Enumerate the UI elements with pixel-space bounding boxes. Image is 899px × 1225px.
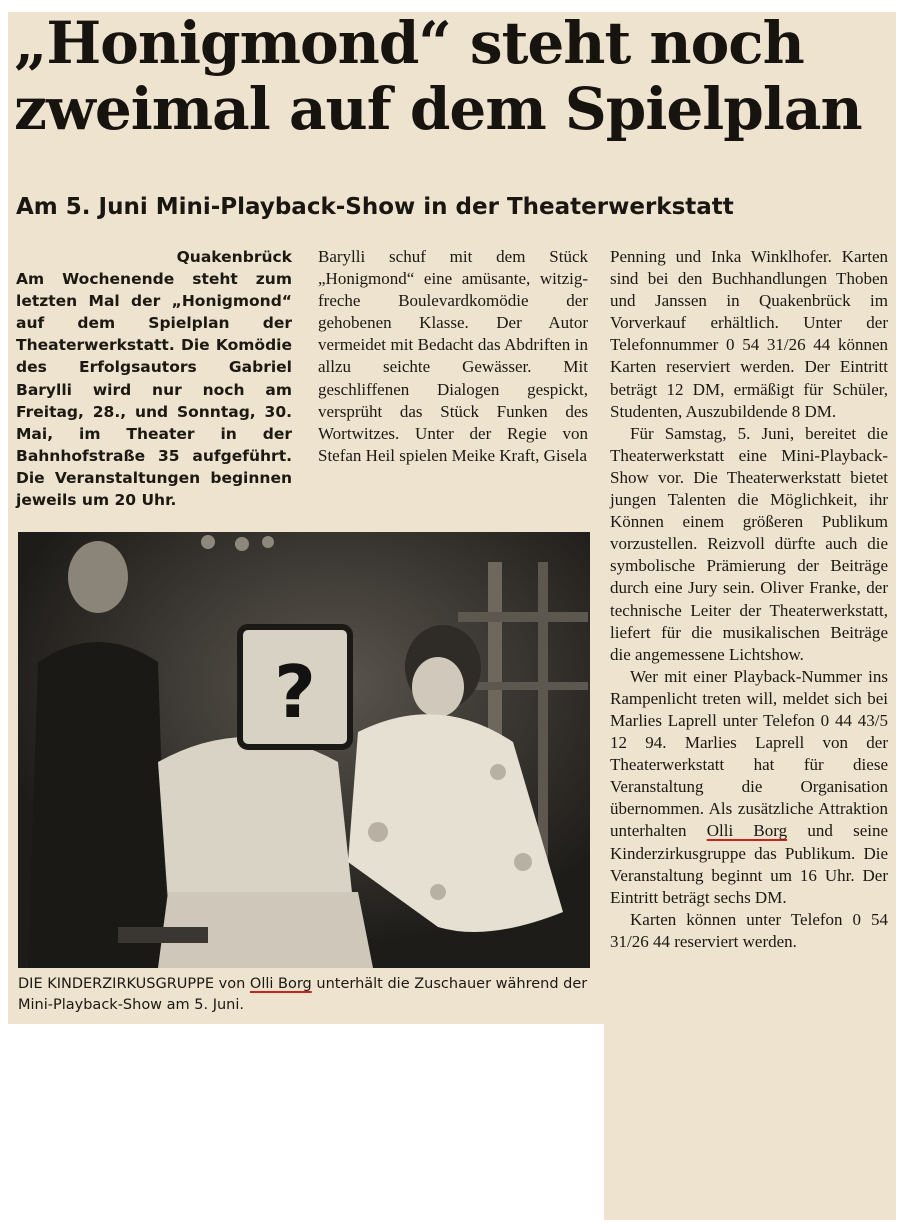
photo-illustration (18, 532, 590, 968)
dateline: Quakenbrück (176, 248, 292, 266)
right-paragraph-2: Für Samstag, 5. Juni, bereitet die Theaterwerkstatt eine Mini-Playback-Show vor. Die Theaterwerkstatt bietet jungen Talenten die Möglichkeit, ihr Können einem größeren Publikum vorzustellen. Reizvoll dürfte auch die symbolische Prämierung der Beiträge durch eine Jury sein. Oliver Franke, der technische Leiter der Theaterwerkstatt, liefert für die musikalischen Beiträge die angemessene Lichtshow. (610, 423, 888, 664)
lead-paragraph: Am Wochenende steht zum letzten Mal der „Honigmond“ auf dem Spielplan der Theaterwerkstatt. Die Komödie des Erfolgsautors Gabriel Barylli wird nur noch am Freitag, 28., und Sonntag, 30. Mai, im Theater in der Bahnhofstraße 35 aufgeführt. Die Veranstaltungen beginnen jeweils um 20 Uhr. (16, 270, 292, 510)
headline (14, 10, 884, 142)
caption-text-before: von (218, 976, 246, 992)
caption-text-after: unterhält die Zuschauer während der Mini-Playback-Show am 5. Juni. (18, 976, 588, 1013)
headline-line-1: „Honigmond“ steht noch (14, 9, 804, 77)
highlighted-name: Olli Borg (706, 821, 788, 841)
middle-column (318, 246, 588, 467)
question-mark-sign: ? (274, 650, 316, 734)
middle-paragraph: Barylli schuf mit dem Stück „Honigmond“ eine amüsante, witzig-freche Boulevardkomödie der gehobenen Klasse. Der Autor vermeidet mit Bedacht das Abdriften in allzu seichte Gewässer. Mit geschliffenen Dialogen gespickt, versprüht das Stück Funken des Wortwitzes. Unter der Regie von Stefan Heil spielen Meike Kraft, Gisela (318, 247, 588, 465)
right-paragraph-3-start: Wer mit einer Playback-Nummer ins Rampenlicht treten will, meldet sich bei Marlies Laprell unter Telefon 0 44 43/5 12 94. Marlies Laprell von der Theaterwerkstatt hat für diese Veranstaltung die Organisation übernommen. Als zusätzliche Attraktion unterhalten (610, 666, 888, 841)
newspaper-clipping-column-extension (604, 1024, 896, 1220)
right-paragraph-3 (610, 666, 888, 909)
caption-lead: DIE KINDERZIRKUSGRUPPE (18, 976, 215, 992)
lead-column (16, 246, 292, 511)
subheadline: Am 5. Juni Mini-Playback-Show in der Theaterwerkstatt (16, 194, 734, 220)
news-photo (18, 532, 590, 968)
headline-line-2: zweimal auf dem Spielplan (14, 75, 862, 143)
right-column (610, 246, 888, 953)
right-paragraph-4: Karten können unter Telefon 0 54 31/26 44 reserviert werden. (610, 909, 888, 951)
right-paragraph-1: Penning und Inka Winklhofer. Karten sind bei den Buchhandlungen Thoben und Janssen in Quakenbrück im Vorverkauf erhältlich. Unter der Telefonnummer 0 54 31/26 44 können Karten reserviert werden. Der Eintritt beträgt 12 DM, ermäßigt für Schüler, Studenten, Auszubildende 8 DM. (610, 247, 888, 421)
photo-caption (18, 974, 598, 1016)
caption-highlighted-name: Olli Borg (249, 976, 312, 992)
right-paragraph-3-end: und seine Kinderzirkusgruppe das Publikum. Die Veranstaltung beginnt um 16 Uhr. Der Eintritt beträgt sechs DM. (610, 821, 889, 907)
